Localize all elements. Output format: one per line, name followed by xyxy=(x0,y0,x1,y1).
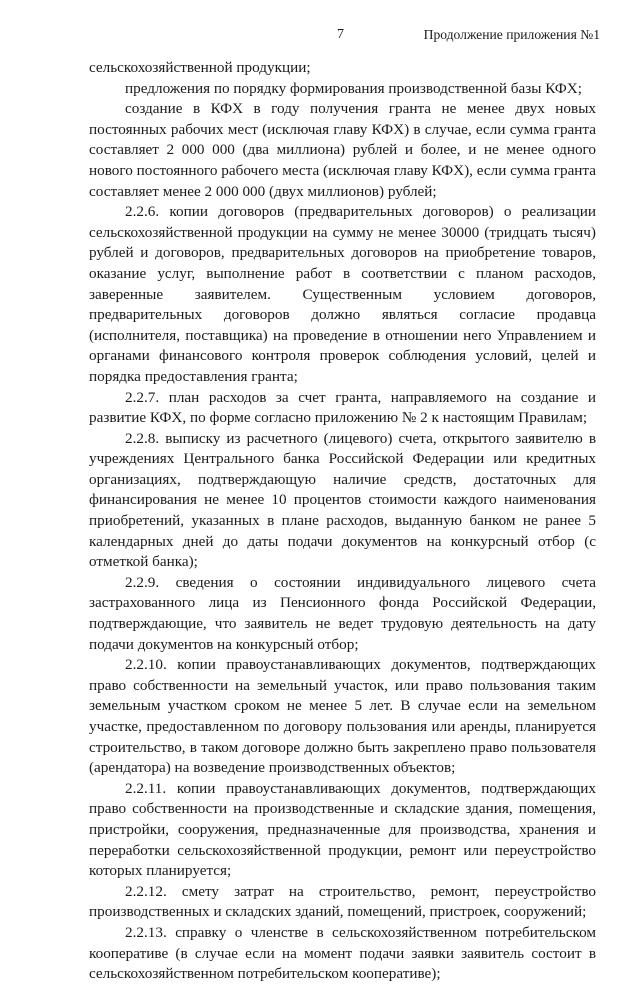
paragraph-jobs-creation: создание в КФХ в году получения гранта не менее двух новых постоянных рабочих мест (исключая главу КФХ) в случае, если сумма гранта составляет 2 000 000 (два миллиона) рублей и более, и не менее одного нового постоянного рабочего места (исключая главу КФХ), если сумма гранта составляет менее 2 000 000 (двух миллионов) рублей; xyxy=(89,100,596,200)
paragraph-2-2-10: 2.2.10. копии правоустанавливающих документов, подтверждающих право собственности на земельный участок, или право пользования таким земельным участком сроком не менее 5 лет. В случае если на земельном участке, предоставленном по договору пользования или аренды, планируется строительство, в таком договоре должно быть закреплено право пользователя (арендатора) на возведение производственных объектов; xyxy=(89,656,596,777)
paragraph-continuation: сельскохозяйственной продукции; xyxy=(89,59,311,76)
paragraph-production-base: предложения по порядку формирования производственной базы КФХ; xyxy=(125,79,582,97)
paragraph-2-2-12: 2.2.12. смету затрат на строительство, ремонт, переустройство производственных и складских зданий, помещений, пристроек, сооружений; xyxy=(89,882,596,921)
paragraph-2-2-6: 2.2.6. копии договоров (предварительных договоров) о реализации сельскохозяйственной продукции на сумму не менее 30000 (тридцать тысяч) рублей и договоров, предварительных договоров на приобретение товаров, оказание услуг, выполнение работ в соответствии с планом расходов, заверенные заявителем. Существенным условием договоров, предварительных договоров должно являться согласие продавца (исполнителя, поставщика) на проведение в отношении него Управлением и органами финансового контроля проверок соблюдения условий, целей и порядка предоставления гранта; xyxy=(89,203,596,385)
paragraph-2-2-8: 2.2.8. выписку из расчетного (лицевого) счета, открытого заявителю в учреждениях Центрального банка Российской Федерации или кредитных организациях, подтверждающую наличие средств, достаточных для финансирования не менее 10 процентов стоимости каждого наименования приобретений, указанных в плане расходов, выданную банком не ранее 5 календарных дней до даты подачи документов на конкурсный отбор (с отметкой банка); xyxy=(89,429,596,571)
paragraph-2-2-11: 2.2.11. копии правоустанавливающих документов, подтверждающих право собственности на производственные и складские здания, помещения, пристройки, сооружения, предназначенные для производства, хранения и переработки сельскохозяйственной продукции, ремонт или переустройство которых планируется; xyxy=(89,779,596,880)
appendix-continuation-label: Продолжение приложения №1 xyxy=(423,27,600,42)
page-number: 7 xyxy=(337,27,344,42)
paragraph-2-2-13: 2.2.13. справку о членстве в сельскохозяйственном потребительском кооперативе (в случае если на момент подачи заявки заявитель состоит в сельскохозяйственном потребительском кооперативе); xyxy=(89,923,596,983)
document-body xyxy=(89,58,596,985)
paragraph-2-2-9: 2.2.9. сведения о состоянии индивидуального лицевого счета застрахованного лица из Пенсионного фонда Российской Федерации, подтверждающие, что заявитель не ведет трудовую деятельность на дату подачи документов на конкурсный отбор; xyxy=(89,573,596,653)
paragraph-2-2-7: 2.2.7. план расходов за счет гранта, направляемого на создание и развитие КФХ, по форме согласно приложению № 2 к настоящим Правилам; xyxy=(89,388,596,427)
page-header xyxy=(0,27,640,47)
